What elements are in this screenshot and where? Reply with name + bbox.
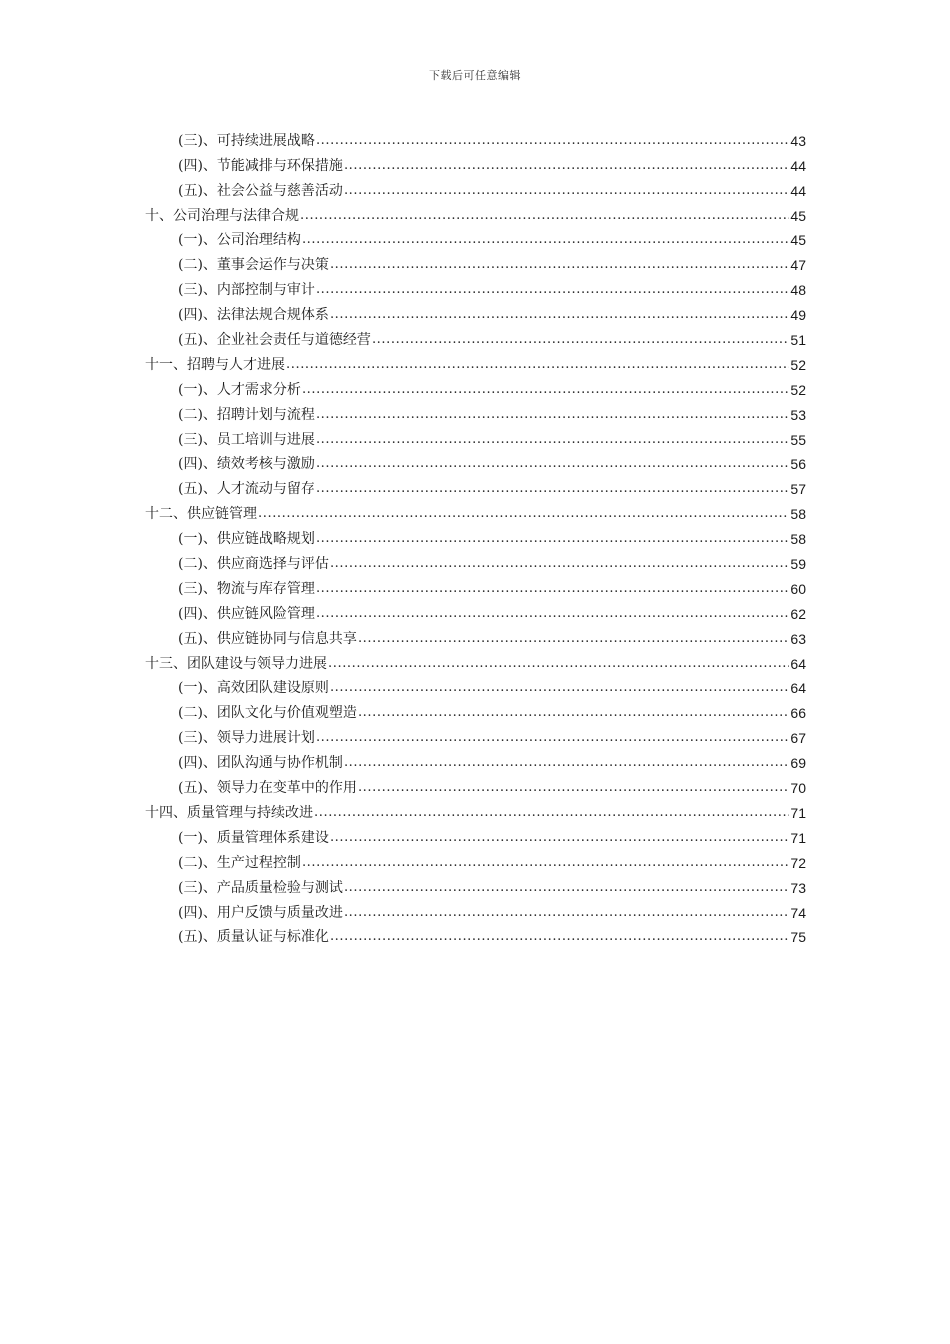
toc-section-entry[interactable] <box>145 225 806 250</box>
toc-entry-page-number: 59 <box>790 556 806 573</box>
toc-section-entry[interactable] <box>145 623 806 648</box>
toc-entry-title: (三)、可持续进展战略 <box>178 132 315 149</box>
toc-entry-title: (四)、法律法规合规体系 <box>178 307 329 324</box>
toc-entry-title: (二)、董事会运作与决策 <box>178 257 329 274</box>
toc-chapter-entry[interactable] <box>145 498 806 523</box>
toc-entry-page-number: 74 <box>790 904 806 921</box>
toc-entry-title: (四)、团队沟通与协作机制 <box>178 755 343 772</box>
toc-entry-page-number: 62 <box>790 605 806 622</box>
toc-entry-title: (一)、供应链战略规划 <box>178 531 315 548</box>
toc-dot-leader <box>330 555 789 573</box>
toc-dot-leader <box>302 854 789 872</box>
toc-entry-page-number: 72 <box>790 854 806 871</box>
toc-section-entry[interactable] <box>145 847 806 872</box>
toc-entry-page-number: 55 <box>790 431 806 448</box>
toc-dot-leader <box>302 231 789 249</box>
toc-entry-page-number: 45 <box>790 232 806 249</box>
toc-entry-title: 十三、团队建设与领导力进展 <box>145 655 327 672</box>
toc-dot-leader <box>330 829 789 847</box>
toc-section-entry[interactable] <box>145 299 806 324</box>
toc-section-entry[interactable] <box>145 922 806 947</box>
toc-section-entry[interactable] <box>145 424 806 449</box>
toc-entry-title: (五)、社会公益与慈善活动 <box>178 182 343 199</box>
toc-entry-title: (三)、内部控制与审计 <box>178 282 315 299</box>
toc-dot-leader <box>316 455 789 473</box>
toc-entry-title: 十一、招聘与人才进展 <box>145 356 285 373</box>
toc-section-entry[interactable] <box>145 374 806 399</box>
toc-entry-title: (二)、供应商选择与评估 <box>178 556 329 573</box>
toc-entry-page-number: 64 <box>790 680 806 697</box>
toc-entry-title: (一)、高效团队建设原则 <box>178 680 329 697</box>
toc-dot-leader <box>314 804 789 822</box>
toc-section-entry[interactable] <box>145 897 806 922</box>
toc-dot-leader <box>302 381 789 399</box>
toc-section-entry[interactable] <box>145 175 806 200</box>
toc-entry-page-number: 49 <box>790 307 806 324</box>
toc-section-entry[interactable] <box>145 523 806 548</box>
toc-entry-title: (一)、质量管理体系建设 <box>178 829 329 846</box>
toc-entry-title: (五)、领导力在变革中的作用 <box>178 780 357 797</box>
toc-dot-leader <box>358 779 789 797</box>
toc-chapter-entry[interactable] <box>145 797 806 822</box>
toc-entry-page-number: 71 <box>790 829 806 846</box>
toc-entry-title: 十、公司治理与法律合规 <box>145 207 299 224</box>
toc-entry-title: (四)、供应链风险管理 <box>178 605 315 622</box>
page-header: 下载后可任意编辑 <box>429 69 521 82</box>
toc-entry-page-number: 67 <box>790 730 806 747</box>
toc-entry-page-number: 51 <box>790 332 806 349</box>
toc-entry-title: 十四、质量管理与持续改进 <box>145 804 313 821</box>
toc-chapter-entry[interactable] <box>145 200 806 225</box>
toc-entry-page-number: 57 <box>790 481 806 498</box>
toc-entry-page-number: 66 <box>790 705 806 722</box>
toc-dot-leader <box>330 256 789 274</box>
toc-dot-leader <box>328 655 789 673</box>
toc-entry-page-number: 47 <box>790 257 806 274</box>
toc-entry-page-number: 69 <box>790 755 806 772</box>
toc-section-entry[interactable] <box>145 747 806 772</box>
toc-section-entry[interactable] <box>145 598 806 623</box>
toc-dot-leader <box>344 904 789 922</box>
toc-dot-leader <box>316 431 789 449</box>
toc-section-entry[interactable] <box>145 822 806 847</box>
toc-entry-title: (三)、员工培训与进展 <box>178 431 315 448</box>
toc-entry-page-number: 64 <box>790 655 806 672</box>
toc-entry-title: (三)、物流与库存管理 <box>178 580 315 597</box>
toc-dot-leader <box>358 704 789 722</box>
toc-entry-title: (五)、企业社会责任与道德经营 <box>178 332 371 349</box>
toc-dot-leader <box>316 406 789 424</box>
toc-section-entry[interactable] <box>145 125 806 150</box>
toc-entry-title: (五)、供应链协同与信息共享 <box>178 630 357 647</box>
toc-dot-leader <box>316 281 789 299</box>
toc-section-entry[interactable] <box>145 249 806 274</box>
toc-dot-leader <box>344 182 789 200</box>
toc-dot-leader <box>316 729 789 747</box>
toc-entry-page-number: 73 <box>790 879 806 896</box>
toc-entry-page-number: 44 <box>790 182 806 199</box>
toc-entry-page-number: 63 <box>790 630 806 647</box>
toc-entry-title: (三)、领导力进展计划 <box>178 730 315 747</box>
toc-entry-page-number: 71 <box>790 804 806 821</box>
toc-entry-title: (一)、公司治理结构 <box>178 232 301 249</box>
toc-dot-leader <box>316 580 789 598</box>
toc-dot-leader <box>330 306 789 324</box>
toc-entry-title: (二)、团队文化与价值观塑造 <box>178 705 357 722</box>
toc-entry-page-number: 52 <box>790 356 806 373</box>
toc-entry-title: (四)、节能减排与环保措施 <box>178 157 343 174</box>
toc-section-entry[interactable] <box>145 274 806 299</box>
toc-chapter-entry[interactable] <box>145 349 806 374</box>
toc-dot-leader <box>344 879 789 897</box>
toc-entry-title: (二)、生产过程控制 <box>178 854 301 871</box>
toc-entry-page-number: 70 <box>790 780 806 797</box>
toc-dot-leader <box>330 679 789 697</box>
toc-dot-leader <box>316 530 789 548</box>
toc-entry-page-number: 75 <box>790 929 806 946</box>
toc-entry-page-number: 58 <box>790 531 806 548</box>
toc-dot-leader <box>300 207 789 225</box>
toc-entry-title: (五)、质量认证与标准化 <box>178 929 329 946</box>
toc-entry-page-number: 43 <box>790 132 806 149</box>
toc-entry-title: (三)、产品质量检验与测试 <box>178 879 343 896</box>
toc-entry-title: (四)、绩效考核与激励 <box>178 456 315 473</box>
toc-section-entry[interactable] <box>145 399 806 424</box>
toc-section-entry[interactable] <box>145 872 806 897</box>
toc-dot-leader <box>372 331 789 349</box>
toc-entry-page-number: 60 <box>790 580 806 597</box>
toc-entry-title: (一)、人才需求分析 <box>178 381 301 398</box>
toc-section-entry[interactable] <box>145 722 806 747</box>
toc-section-entry[interactable] <box>145 673 806 698</box>
toc-entry-page-number: 44 <box>790 157 806 174</box>
toc-entry-title: (二)、招聘计划与流程 <box>178 406 315 423</box>
toc-section-entry[interactable] <box>145 324 806 349</box>
toc-dot-leader <box>316 480 789 498</box>
toc-entry-title: (五)、人才流动与留存 <box>178 481 315 498</box>
toc-entry-page-number: 56 <box>790 456 806 473</box>
toc-entry-page-number: 52 <box>790 381 806 398</box>
toc-entry-page-number: 45 <box>790 207 806 224</box>
toc-section-entry[interactable] <box>145 548 806 573</box>
toc-entry-page-number: 48 <box>790 282 806 299</box>
toc-entry-title: 十二、供应链管理 <box>145 506 257 523</box>
toc-section-entry[interactable] <box>145 772 806 797</box>
toc-section-entry[interactable] <box>145 449 806 474</box>
toc-section-entry[interactable] <box>145 150 806 175</box>
toc-section-entry[interactable] <box>145 473 806 498</box>
toc-dot-leader <box>286 356 789 374</box>
toc-section-entry[interactable] <box>145 573 806 598</box>
table-of-contents <box>145 125 806 946</box>
toc-dot-leader <box>330 928 789 946</box>
toc-chapter-entry[interactable] <box>145 648 806 673</box>
toc-entry-page-number: 58 <box>790 506 806 523</box>
toc-entry-title: (四)、用户反馈与质量改进 <box>178 904 343 921</box>
toc-section-entry[interactable] <box>145 697 806 722</box>
toc-dot-leader <box>316 605 789 623</box>
toc-dot-leader <box>344 157 789 175</box>
toc-dot-leader <box>258 505 789 523</box>
toc-dot-leader <box>358 630 789 648</box>
toc-dot-leader <box>316 132 789 150</box>
toc-entry-page-number: 53 <box>790 406 806 423</box>
toc-dot-leader <box>344 754 789 772</box>
